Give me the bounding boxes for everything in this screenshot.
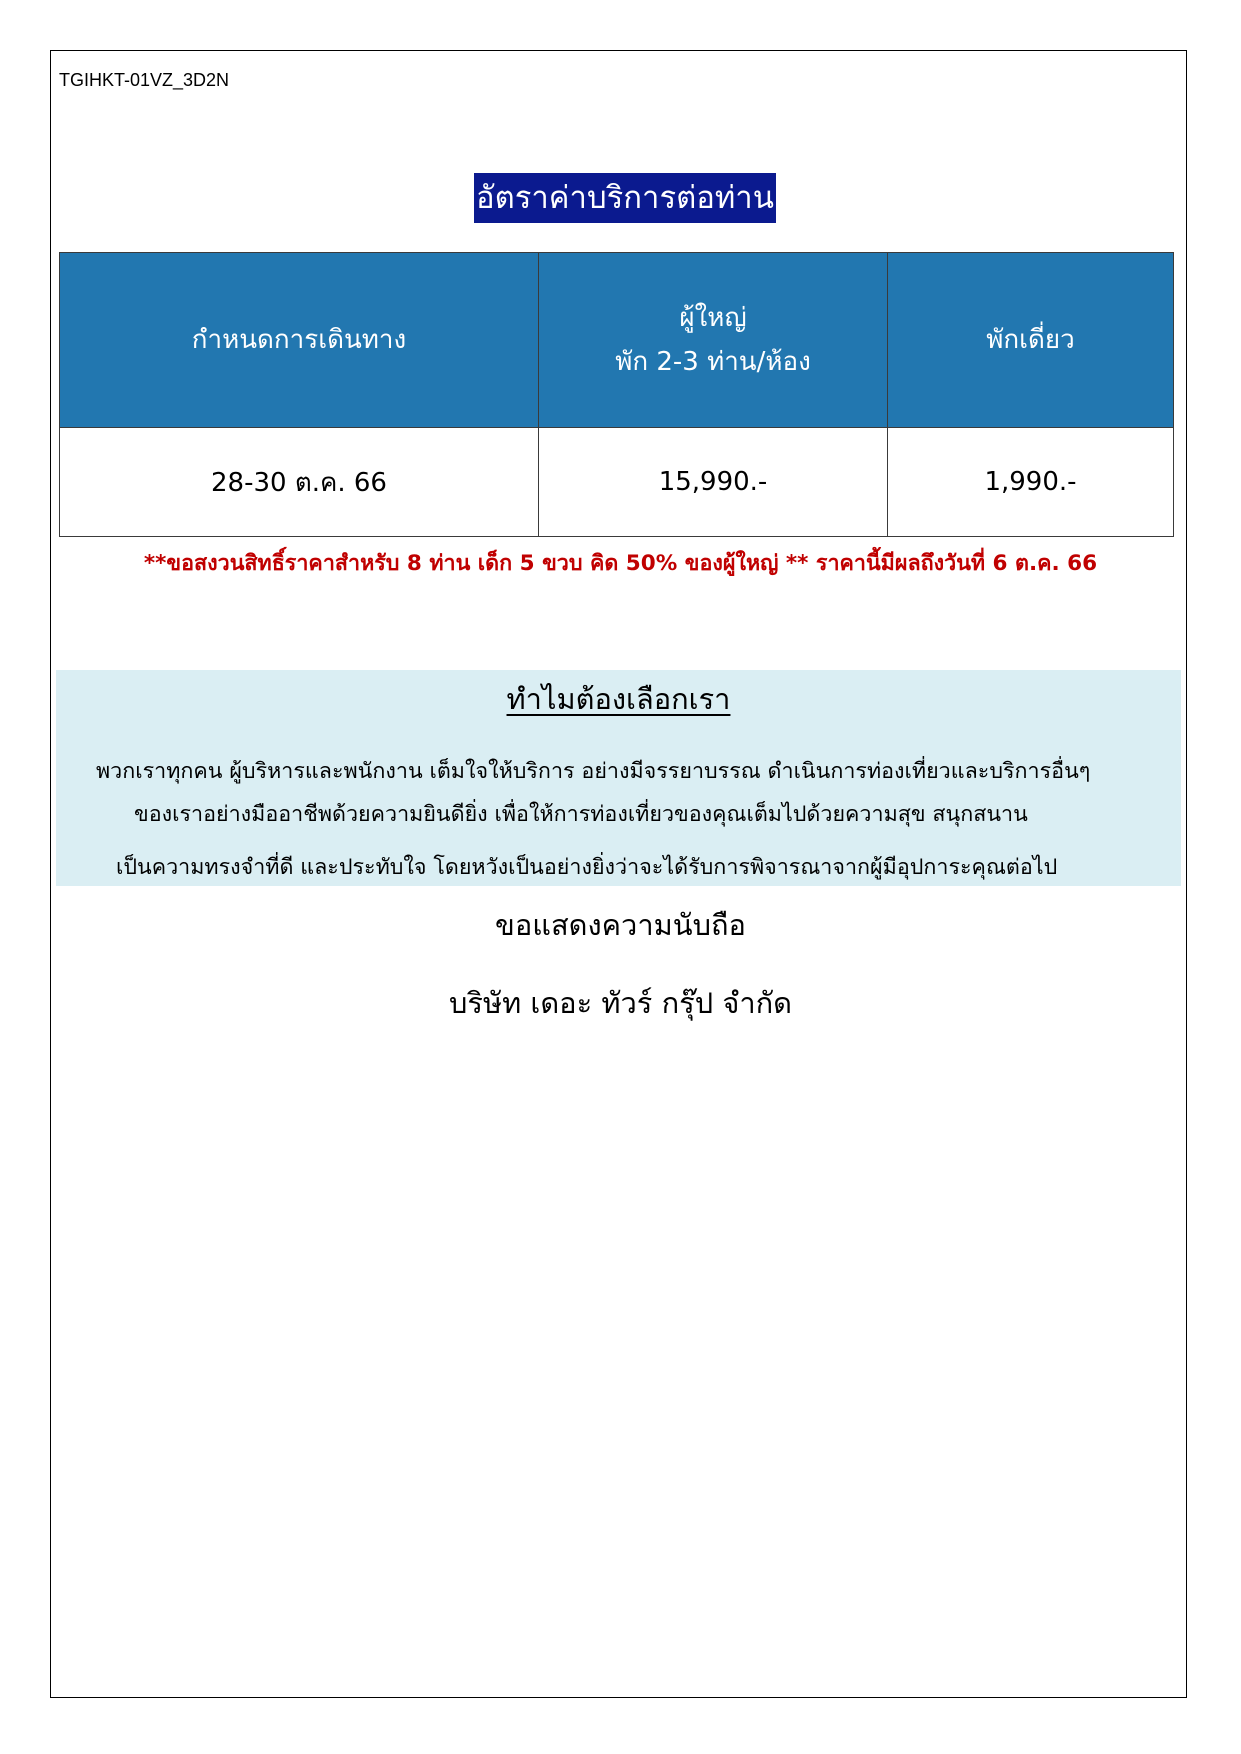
closing-regards: ขอแสดงความนับถือ [495,908,746,942]
document-code: TGIHKT-01VZ_3D2N [59,70,230,90]
cell-adult-price: 15,990.- [539,428,888,537]
price-note: **ขอสงวนสิทธิ์ราคาสำหรับ 8 ท่าน เด็ก 5 ขวบ คิด 50% ของผู้ใหญ่ ** ราคานี้มีผลถึงวันที่ 6 ต.ค. 66 [143,551,1098,576]
why-choose-us-title: ทำไมต้องเลือกเรา [506,682,731,716]
table-header-row [60,253,1174,428]
rate-table [59,252,1174,537]
why-text-line: ของเราอย่างมืออาชีพด้วยความยินดียิ่ง เพื่อให้การท่องเที่ยวของคุณเต็มไปด้วยความสุข สนุกสนาน [134,802,1028,827]
company-name: บริษัท เดอะ ทัวร์ กรุ๊ป จำกัด [448,986,792,1020]
cell-single-supplement: 1,990.- [888,428,1174,537]
page-title: อัตราค่าบริการต่อท่าน [474,173,776,223]
header-adult [539,253,888,428]
header-adult-label: ผู้ใหญ่ [679,303,747,333]
header-adult-sublabel: พัก 2-3 ท่าน/ห้อง [615,347,811,377]
why-choose-us-box [56,670,1181,886]
why-text-line: เป็นความทรงจำที่ดี และประทับใจ โดยหวังเป็นอย่างยิ่งว่าจะได้รับการพิจารณาจากผู้มีอุปการะคุณต่อไป [116,855,1058,880]
why-text-line: พวกเราทุกคน ผู้บริหารและพนักงาน เต็มใจให้บริการ อย่างมีจรรยาบรรณ ดำเนินการท่องเที่ยวและบริการอื่นๆ [96,759,1091,784]
table-row [60,428,1174,537]
header-travel-date: กำหนดการเดินทาง [60,253,539,428]
cell-travel-date: 28-30 ต.ค. 66 [60,428,539,537]
header-single-room: พักเดี่ยว [888,253,1174,428]
